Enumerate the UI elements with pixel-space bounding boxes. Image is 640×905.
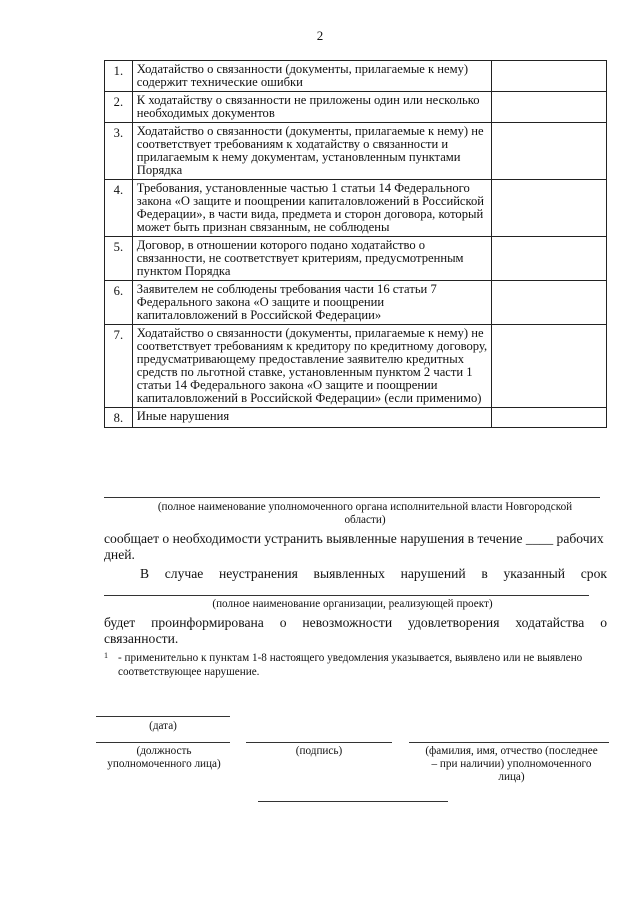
row-text: Договор, в отношении которого подано ходатайство о связанности, не соответствует критериям, предусмотренным пунктом Порядка bbox=[132, 237, 491, 281]
table-row bbox=[105, 180, 607, 237]
row-result-cell bbox=[491, 325, 606, 408]
table-row bbox=[105, 61, 607, 92]
row-result-cell bbox=[491, 408, 606, 428]
authority-name-line bbox=[104, 497, 600, 498]
row-result-cell bbox=[491, 92, 606, 123]
row-result-cell bbox=[491, 180, 606, 237]
row-text: Заявителем не соблюдены требования части 16 статьи 7 Федерального закона «О защите и поощрении капиталовложений в Российской Федерации» bbox=[132, 281, 491, 325]
organization-name-line bbox=[104, 595, 589, 596]
signature-caption: (подпись) bbox=[295, 745, 343, 757]
table-row bbox=[105, 408, 607, 428]
row-number: 8. bbox=[105, 408, 133, 428]
table-row bbox=[105, 123, 607, 180]
date-line bbox=[96, 716, 230, 717]
row-text: Ходатайство о связанности (документы, прилагаемые к нему) не соответствует требованиям к кредитору по кредитному договору, предусматривающему предоставление заявителю кредитных средств по льготной ставке, установленным пунктом 2 части 1 статьи 14 Федерального закона «О защите и поощрении капиталовложений в Российской Федерации» (если применимо) bbox=[132, 325, 491, 408]
footnote-mark: 1 bbox=[104, 651, 108, 660]
full-name-line bbox=[409, 742, 609, 743]
notifies-paragraph: сообщает о необходимости устранить выявленные нарушения в течение ____ рабочих дней. bbox=[104, 531, 604, 562]
row-number: 2. bbox=[105, 92, 133, 123]
row-number: 6. bbox=[105, 281, 133, 325]
full-name-caption: (фамилия, имя, отчество (последнее – при наличии) уполномоченного лица) bbox=[425, 745, 598, 783]
if-not-paragraph: В случае неустранения выявленных нарушений в указанный срок bbox=[140, 566, 607, 581]
page-number: 2 bbox=[316, 28, 324, 43]
row-text: Ходатайство о связанности (документы, прилагаемые к нему) не соответствует требованиям к ходатайству о связанности и прилагаемым к нему документам, установленным пунктами Порядка bbox=[132, 123, 491, 180]
authority-caption: (полное наименование уполномоченного органа исполнительной власти Новгородской области) bbox=[157, 501, 573, 526]
footnote bbox=[104, 651, 603, 679]
row-number: 5. bbox=[105, 237, 133, 281]
row-result-cell bbox=[491, 123, 606, 180]
row-number: 1. bbox=[105, 61, 133, 92]
table-row bbox=[105, 92, 607, 123]
table-row bbox=[105, 281, 607, 325]
row-result-cell bbox=[491, 281, 606, 325]
organization-caption: (полное наименование организации, реализующей проект) bbox=[212, 598, 493, 610]
row-result-cell bbox=[491, 61, 606, 92]
row-number: 3. bbox=[105, 123, 133, 180]
table-row bbox=[105, 237, 607, 281]
violations-table bbox=[104, 60, 607, 428]
footnote-text: - применительно к пунктам 1-8 настоящего уведомления указывается, выявлено или не выявлено соответствующее нарушение. bbox=[118, 652, 583, 678]
row-text: Требования, установленные частью 1 статьи 14 Федерального закона «О защите и поощрении капиталовложений в Российской Федерации», в части вида, предмета и сторон договора, который может быть признан связанным, не соблюдены bbox=[132, 180, 491, 237]
row-number: 4. bbox=[105, 180, 133, 237]
row-result-cell bbox=[491, 237, 606, 281]
position-line bbox=[96, 742, 230, 743]
table-row bbox=[105, 325, 607, 408]
row-text: К ходатайству о связанности не приложены один или несколько необходимых документов bbox=[132, 92, 491, 123]
signature-line bbox=[246, 742, 392, 743]
will-be-informed-paragraph: будет проинформирована о невозможности удовлетворения ходатайства о связанности. bbox=[104, 615, 607, 646]
row-text: Иные нарушения bbox=[132, 408, 491, 428]
row-number: 7. bbox=[105, 325, 133, 408]
date-caption: (дата) bbox=[149, 720, 177, 732]
position-caption: (должность уполномоченного лица) bbox=[107, 745, 221, 770]
row-text: Ходатайство о связанности (документы, прилагаемые к нему) содержит технические ошибки bbox=[132, 61, 491, 92]
bottom-line bbox=[258, 801, 448, 802]
